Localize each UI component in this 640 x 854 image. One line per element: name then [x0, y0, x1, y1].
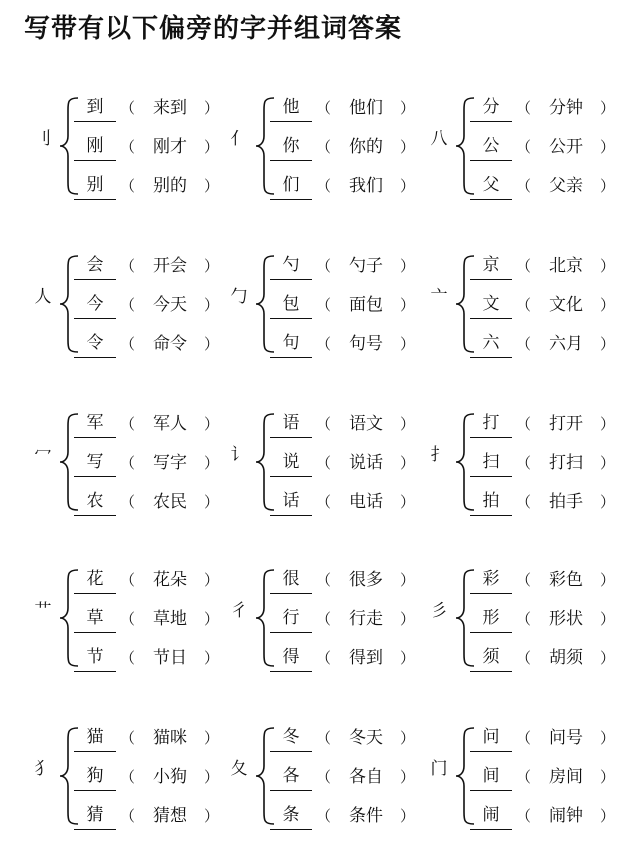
- word-row: [270, 487, 430, 517]
- answer-character: 猫: [74, 723, 116, 752]
- word-row: [470, 762, 630, 792]
- radical-group: [226, 562, 426, 682]
- word-row: [74, 290, 234, 320]
- open-paren: （: [120, 296, 136, 314]
- word-row: [470, 290, 630, 320]
- answer-character: 问: [470, 723, 512, 752]
- open-paren: （: [120, 454, 136, 472]
- compound-word: 北京: [549, 256, 583, 276]
- word-row: [270, 604, 430, 634]
- radical-group: [426, 562, 626, 682]
- compound-word: 开会: [153, 256, 187, 276]
- radical-label: 勹: [230, 287, 248, 307]
- answer-character: 父: [470, 171, 512, 200]
- word-row: [74, 604, 234, 634]
- radical-label: 人: [34, 287, 52, 307]
- open-paren: （: [516, 649, 532, 667]
- answer-character: 形: [470, 604, 512, 633]
- close-paren: ）: [204, 335, 220, 353]
- word-row: [470, 132, 630, 162]
- word-row: [74, 565, 234, 595]
- answer-character: 包: [270, 290, 312, 319]
- word-row: [74, 329, 234, 359]
- answer-character: 京: [470, 251, 512, 280]
- radical-group: [226, 90, 426, 210]
- word-row: [470, 171, 630, 201]
- open-paren: （: [120, 610, 136, 628]
- open-paren: （: [516, 177, 532, 195]
- answer-character: 拍: [470, 487, 512, 516]
- close-paren: ）: [600, 649, 616, 667]
- close-paren: ）: [204, 257, 220, 275]
- word-row: [470, 801, 630, 831]
- close-paren: ）: [400, 729, 416, 747]
- close-paren: ）: [204, 99, 220, 117]
- compound-word: 说话: [349, 453, 383, 473]
- open-paren: （: [316, 729, 332, 747]
- close-paren: ）: [204, 571, 220, 589]
- radical-label: 彳: [230, 601, 248, 621]
- answer-character: 冬: [270, 723, 312, 752]
- compound-word: 我们: [349, 176, 383, 196]
- word-row: [270, 93, 430, 123]
- answer-character: 闹: [470, 801, 512, 830]
- compound-word: 农民: [153, 492, 187, 512]
- compound-word: 来到: [153, 98, 187, 118]
- open-paren: （: [316, 415, 332, 433]
- close-paren: ）: [400, 610, 416, 628]
- word-row: [74, 801, 234, 831]
- answer-character: 公: [470, 132, 512, 161]
- radical-group: [426, 406, 626, 526]
- close-paren: ）: [600, 415, 616, 433]
- answer-character: 草: [74, 604, 116, 633]
- word-row: [270, 290, 430, 320]
- radical-label: 讠: [230, 445, 248, 465]
- word-row: [470, 329, 630, 359]
- open-paren: （: [120, 415, 136, 433]
- compound-word: 得到: [349, 648, 383, 668]
- close-paren: ）: [204, 177, 220, 195]
- radical-label: 冖: [34, 445, 52, 465]
- radical-group: [426, 90, 626, 210]
- close-paren: ）: [600, 571, 616, 589]
- answer-character: 们: [270, 171, 312, 200]
- answer-character: 语: [270, 409, 312, 438]
- answer-character: 军: [74, 409, 116, 438]
- open-paren: （: [316, 571, 332, 589]
- radical-label: 彡: [430, 601, 448, 621]
- open-paren: （: [120, 257, 136, 275]
- answer-character: 会: [74, 251, 116, 280]
- open-paren: （: [120, 138, 136, 156]
- open-paren: （: [316, 99, 332, 117]
- compound-word: 条件: [349, 806, 383, 826]
- open-paren: （: [120, 768, 136, 786]
- word-row: [270, 643, 430, 673]
- compound-word: 军人: [153, 414, 187, 434]
- word-row: [74, 643, 234, 673]
- compound-word: 句号: [349, 334, 383, 354]
- answer-character: 说: [270, 448, 312, 477]
- open-paren: （: [516, 415, 532, 433]
- radical-group: [226, 720, 426, 840]
- radical-group: [426, 720, 626, 840]
- close-paren: ）: [400, 571, 416, 589]
- open-paren: （: [516, 729, 532, 747]
- open-paren: （: [120, 99, 136, 117]
- answer-character: 分: [470, 93, 512, 122]
- word-row: [270, 801, 430, 831]
- compound-word: 分钟: [549, 98, 583, 118]
- open-paren: （: [516, 99, 532, 117]
- radical-label: 犭: [34, 759, 52, 779]
- word-row: [74, 762, 234, 792]
- close-paren: ）: [400, 768, 416, 786]
- compound-word: 命令: [153, 334, 187, 354]
- answer-character: 话: [270, 487, 312, 516]
- close-paren: ）: [400, 649, 416, 667]
- close-paren: ）: [400, 415, 416, 433]
- answer-character: 句: [270, 329, 312, 358]
- page-title: 写带有以下偏旁的字并组词答案: [24, 14, 403, 44]
- compound-word: 行走: [349, 609, 383, 629]
- radical-group: [426, 248, 626, 368]
- answer-character: 打: [470, 409, 512, 438]
- word-row: [270, 723, 430, 753]
- open-paren: （: [516, 257, 532, 275]
- close-paren: ）: [400, 177, 416, 195]
- word-row: [270, 565, 430, 595]
- open-paren: （: [316, 807, 332, 825]
- close-paren: ）: [204, 493, 220, 511]
- close-paren: ）: [204, 415, 220, 433]
- open-paren: （: [120, 493, 136, 511]
- radical-group: [30, 720, 230, 840]
- answer-character: 刚: [74, 132, 116, 161]
- radical-group: [226, 248, 426, 368]
- radical-group: [30, 406, 230, 526]
- compound-word: 别的: [153, 176, 187, 196]
- compound-word: 各自: [349, 767, 383, 787]
- radical-label: 扌: [430, 445, 448, 465]
- compound-word: 闹钟: [549, 806, 583, 826]
- compound-word: 父亲: [549, 176, 583, 196]
- word-row: [470, 251, 630, 281]
- answer-character: 到: [74, 93, 116, 122]
- close-paren: ）: [600, 99, 616, 117]
- open-paren: （: [516, 138, 532, 156]
- compound-word: 公开: [549, 137, 583, 157]
- compound-word: 节日: [153, 648, 187, 668]
- open-paren: （: [516, 610, 532, 628]
- answer-character: 猜: [74, 801, 116, 830]
- answer-character: 须: [470, 643, 512, 672]
- answer-character: 令: [74, 329, 116, 358]
- compound-word: 刚才: [153, 137, 187, 157]
- word-row: [74, 93, 234, 123]
- close-paren: ）: [600, 768, 616, 786]
- answer-character: 各: [270, 762, 312, 791]
- answer-character: 写: [74, 448, 116, 477]
- word-row: [270, 132, 430, 162]
- close-paren: ）: [400, 335, 416, 353]
- compound-word: 彩色: [549, 570, 583, 590]
- answer-character: 很: [270, 565, 312, 594]
- close-paren: ）: [400, 296, 416, 314]
- open-paren: （: [120, 571, 136, 589]
- compound-word: 草地: [153, 609, 187, 629]
- radical-label: 艹: [34, 601, 52, 621]
- word-row: [74, 171, 234, 201]
- answer-character: 间: [470, 762, 512, 791]
- close-paren: ）: [204, 807, 220, 825]
- compound-word: 问号: [549, 728, 583, 748]
- open-paren: （: [120, 729, 136, 747]
- compound-word: 写字: [153, 453, 187, 473]
- radical-label: 亠: [430, 287, 448, 307]
- open-paren: （: [516, 335, 532, 353]
- close-paren: ）: [400, 493, 416, 511]
- compound-word: 面包: [349, 295, 383, 315]
- open-paren: （: [516, 454, 532, 472]
- close-paren: ）: [600, 138, 616, 156]
- word-row: [470, 93, 630, 123]
- close-paren: ）: [204, 454, 220, 472]
- compound-word: 猫咪: [153, 728, 187, 748]
- compound-word: 今天: [153, 295, 187, 315]
- answer-character: 别: [74, 171, 116, 200]
- word-row: [270, 762, 430, 792]
- compound-word: 冬天: [349, 728, 383, 748]
- open-paren: （: [316, 454, 332, 472]
- compound-word: 打扫: [549, 453, 583, 473]
- compound-word: 花朵: [153, 570, 187, 590]
- radical-group: [30, 248, 230, 368]
- word-row: [470, 723, 630, 753]
- open-paren: （: [120, 335, 136, 353]
- answer-character: 他: [270, 93, 312, 122]
- radical-group: [30, 562, 230, 682]
- word-row: [270, 448, 430, 478]
- word-row: [74, 409, 234, 439]
- close-paren: ）: [600, 807, 616, 825]
- word-row: [470, 604, 630, 634]
- radical-label: 八: [430, 129, 448, 149]
- open-paren: （: [316, 335, 332, 353]
- compound-word: 猜想: [153, 806, 187, 826]
- answer-character: 农: [74, 487, 116, 516]
- open-paren: （: [316, 257, 332, 275]
- compound-word: 很多: [349, 570, 383, 590]
- open-paren: （: [516, 807, 532, 825]
- radical-label: 夂: [230, 759, 248, 779]
- word-row: [270, 251, 430, 281]
- word-row: [74, 448, 234, 478]
- compound-word: 语文: [349, 414, 383, 434]
- compound-word: 小狗: [153, 767, 187, 787]
- compound-word: 房间: [549, 767, 583, 787]
- word-row: [74, 132, 234, 162]
- answer-character: 彩: [470, 565, 512, 594]
- word-row: [470, 448, 630, 478]
- compound-word: 打开: [549, 414, 583, 434]
- answer-character: 今: [74, 290, 116, 319]
- open-paren: （: [316, 610, 332, 628]
- compound-word: 六月: [549, 334, 583, 354]
- close-paren: ）: [204, 610, 220, 628]
- close-paren: ）: [204, 296, 220, 314]
- close-paren: ）: [600, 257, 616, 275]
- compound-word: 勺子: [349, 256, 383, 276]
- word-row: [470, 643, 630, 673]
- open-paren: （: [120, 807, 136, 825]
- word-row: [270, 409, 430, 439]
- close-paren: ）: [204, 649, 220, 667]
- open-paren: （: [516, 571, 532, 589]
- answer-character: 你: [270, 132, 312, 161]
- open-paren: （: [316, 296, 332, 314]
- radical-group: [226, 406, 426, 526]
- word-row: [74, 487, 234, 517]
- close-paren: ）: [400, 138, 416, 156]
- word-row: [470, 565, 630, 595]
- compound-word: 文化: [549, 295, 583, 315]
- compound-word: 胡须: [549, 648, 583, 668]
- close-paren: ）: [600, 493, 616, 511]
- answer-character: 行: [270, 604, 312, 633]
- close-paren: ）: [400, 454, 416, 472]
- word-row: [270, 171, 430, 201]
- word-row: [270, 329, 430, 359]
- radical-label: 门: [430, 759, 448, 779]
- compound-word: 他们: [349, 98, 383, 118]
- close-paren: ）: [600, 454, 616, 472]
- word-row: [74, 723, 234, 753]
- word-row: [74, 251, 234, 281]
- close-paren: ）: [204, 138, 220, 156]
- open-paren: （: [316, 768, 332, 786]
- radical-label: 亻: [230, 129, 248, 149]
- compound-word: 形状: [549, 609, 583, 629]
- compound-word: 你的: [349, 137, 383, 157]
- answer-character: 得: [270, 643, 312, 672]
- close-paren: ）: [400, 807, 416, 825]
- word-row: [470, 409, 630, 439]
- open-paren: （: [316, 649, 332, 667]
- close-paren: ）: [400, 257, 416, 275]
- open-paren: （: [516, 296, 532, 314]
- open-paren: （: [120, 177, 136, 195]
- close-paren: ）: [600, 335, 616, 353]
- radical-group: [30, 90, 230, 210]
- compound-word: 电话: [349, 492, 383, 512]
- open-paren: （: [316, 177, 332, 195]
- close-paren: ）: [600, 729, 616, 747]
- open-paren: （: [316, 138, 332, 156]
- close-paren: ）: [600, 296, 616, 314]
- close-paren: ）: [400, 99, 416, 117]
- close-paren: ）: [600, 177, 616, 195]
- word-row: [470, 487, 630, 517]
- close-paren: ）: [204, 768, 220, 786]
- open-paren: （: [516, 493, 532, 511]
- answer-character: 文: [470, 290, 512, 319]
- compound-word: 拍手: [549, 492, 583, 512]
- open-paren: （: [120, 649, 136, 667]
- close-paren: ）: [600, 610, 616, 628]
- answer-character: 勺: [270, 251, 312, 280]
- radical-label: 刂: [34, 129, 52, 149]
- open-paren: （: [516, 768, 532, 786]
- open-paren: （: [316, 493, 332, 511]
- answer-character: 条: [270, 801, 312, 830]
- answer-character: 六: [470, 329, 512, 358]
- answer-character: 花: [74, 565, 116, 594]
- answer-character: 狗: [74, 762, 116, 791]
- answer-character: 节: [74, 643, 116, 672]
- answer-character: 扫: [470, 448, 512, 477]
- close-paren: ）: [204, 729, 220, 747]
